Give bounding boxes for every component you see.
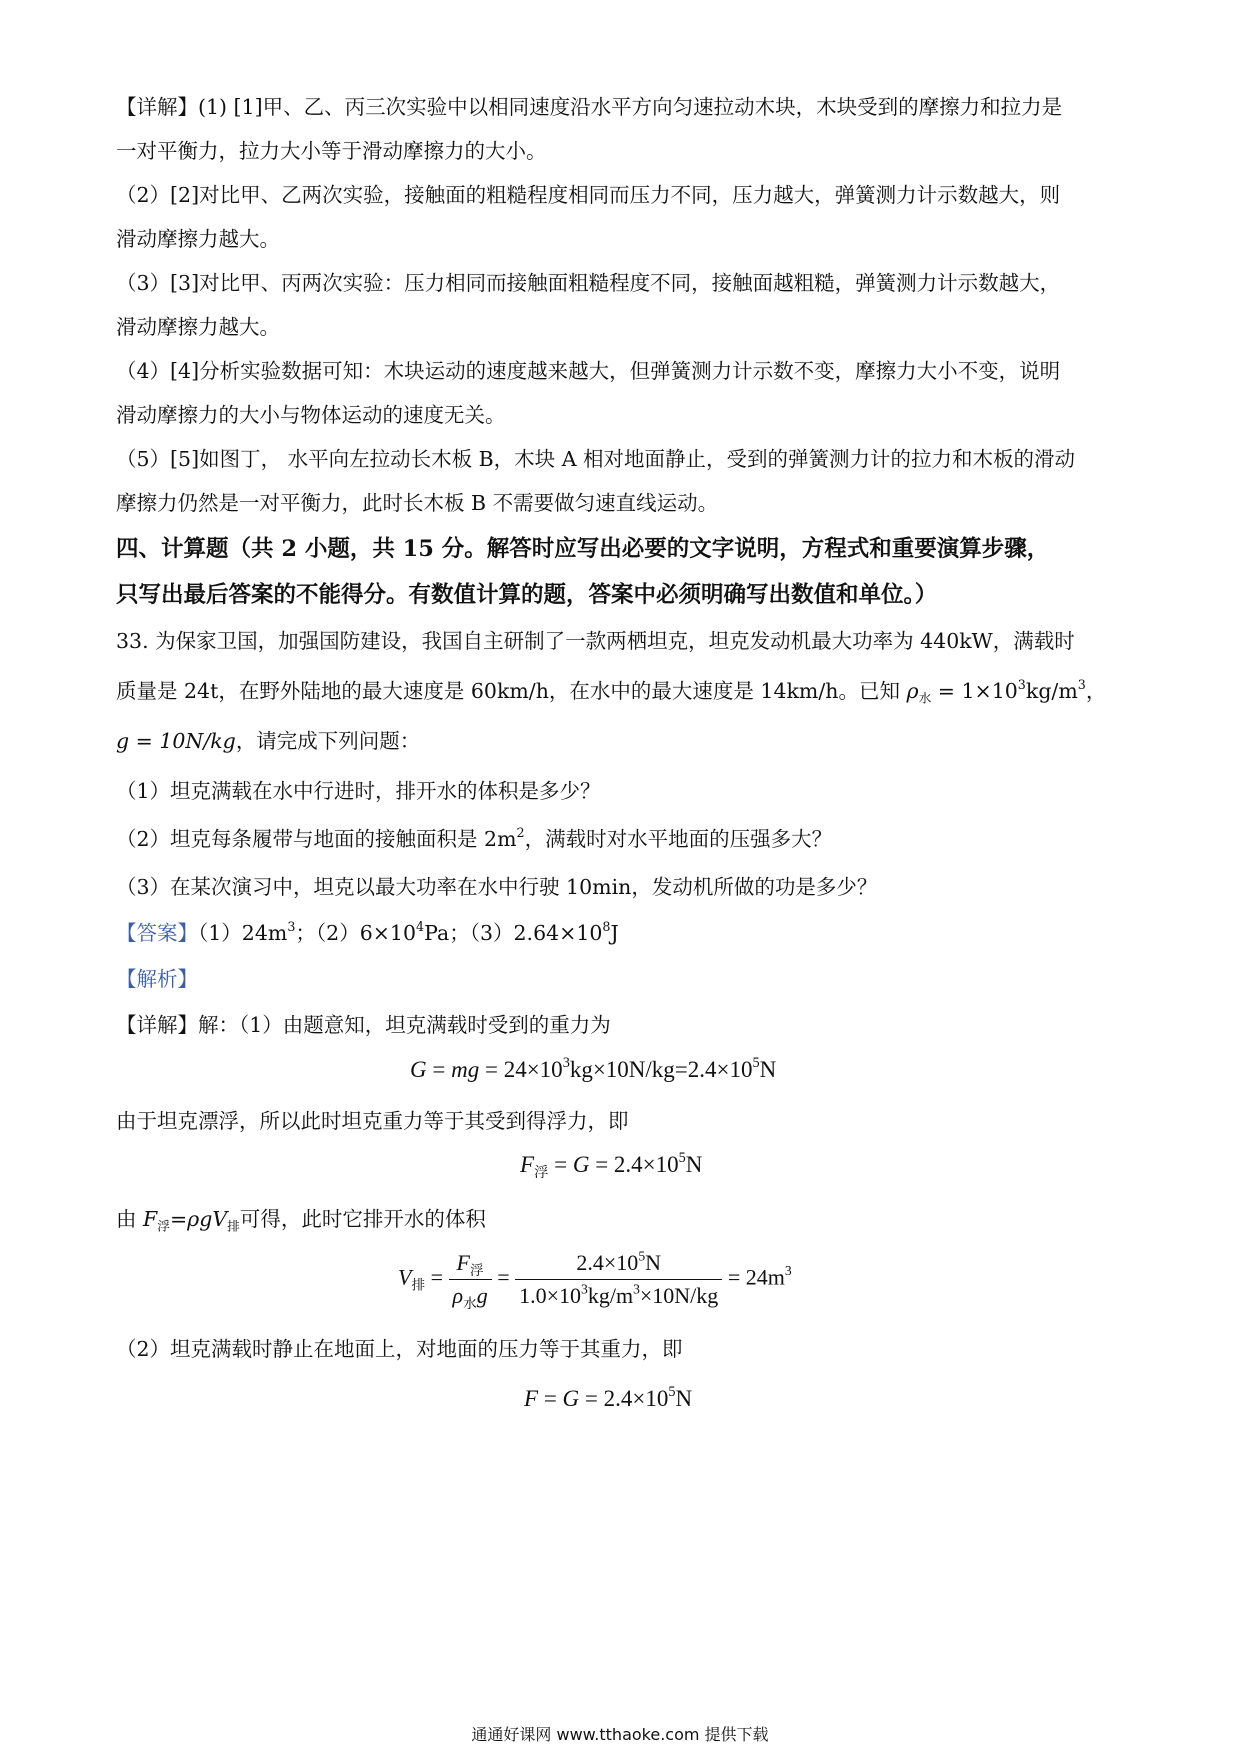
gravity-constant: g = 10N/kg [116,729,236,753]
equation-pressure-force: $F = G = 2.4\times 10^5N$ [524,1384,693,1411]
fraction-numeric: $\frac{2.4\times 10^5N}{1.0\times 10^3kg/m^3\times 10N/kg}$ [515,1250,722,1309]
detail-line-6: 滑动摩擦力越大。 [116,315,280,339]
detail-line-10: 摩擦力仍然是一对平衡力，此时长木板 B 不需要做匀速直线运动。 [116,491,719,515]
detail-line-3: （2）[2]对比甲、乙两次实验，接触面的粗糙程度相同而压力不同，压力越大，弹簧测力计示数越大，则 [116,183,1061,207]
question-part-3: （3）在某次演习中，坦克以最大功率在水中行驶 10min，发动机所做的功是多少？ [116,875,878,899]
answer-line: 【答案】$(1)24m^3$；$(2)6\times 10^4Pa$；$(3)2.64\times 10^8J$ [116,919,619,945]
question-33-line-3: g = 10N/kg，请完成下列问题： [116,729,421,753]
detail-line-9: （5）[5]如图丁， 水平向左拉动长木板 B，木块 A 相对地面静止，受到的弹簧测力计的拉力和木板的滑动 [116,447,1076,471]
solution-part-2-text: （2）坦克满载时静止在地面上，对地面的压力等于其重力，即 [116,1337,683,1361]
solution-buoyancy-text: 由于坦克漂浮，所以此时坦克重力等于其受到得浮力，即 [116,1109,629,1133]
section-heading-line-2: 只写出最后答案的不能得分。有数值计算的题，答案中必须明确写出数值和单位。） [116,582,938,608]
question-part-2: （2）坦克每条履带与地面的接触面积是 $2m^2$，满载时对水平地面的压强多大？ [116,825,833,851]
page-footer: 通通好课网 www.tthaoke.com 提供下载 [471,1725,769,1744]
detail-line-1: 【详解】(1) [1]甲、乙、丙三次实验中以相同速度沿水平方向匀速拉动木块，木块受到的摩擦力和拉力是 [116,95,1063,119]
detail-line-2: 一对平衡力，拉力大小等于滑动摩擦力的大小。 [116,139,547,163]
detail-line-5: （3）[3]对比甲、丙两次实验：压力相同而接触面粗糙程度不同，接触面越粗糙，弹簧测力计示数越大， [116,271,1061,295]
section-heading-line-1: 四、计算题（共 2 小题，共 15 分。解答时应写出必要的文字说明，方程式和重要演算步骤， [116,536,1050,562]
solution-intro: 【详解】解：（1）由题意知，坦克满载时受到的重力为 [116,1013,611,1037]
answer-label: 【答案】 [116,921,198,945]
analysis-label: 【解析】 [116,967,198,991]
question-33-line-1: 33. 为保家卫国，加强国防建设，我国自主研制了一款两栖坦克，坦克发动机最大功率为 440kW，满载时 [116,629,1075,653]
fraction-buoyancy-over-density: $\frac{F_浮}{\rho_水g}$ [449,1250,492,1309]
detail-line-8: 滑动摩擦力的大小与物体运动的速度无关。 [116,403,506,427]
detail-line-4: 滑动摩擦力越大。 [116,227,280,251]
solution-volume-text: 由 $F_浮=\rho gV_排$可得，此时它排开水的体积 [116,1207,486,1234]
detail-line-7: （4）[4]分析实验数据可知：木块运动的速度越来越大，但弹簧测力计示数不变，摩擦力大小不变，说明 [116,359,1061,383]
equation-buoyancy: $F_浮 = G = 2.4\times 10^5N$ [520,1150,703,1181]
question-33-line-2: 质量是 24t，在野外陆地的最大速度是 60km/h，在水中的最大速度是 14km/h。已知 $\rho_水 = 1\times 10^3kg/m^3$， [116,677,1107,706]
equation-gravity: G = mg = $24\times 10^3kg\times 10N/kg=2.4\times 10^5N$ [410,1055,777,1082]
question-part-1: （1）坦克满载在水中行进时，排开水的体积是多少？ [116,779,601,803]
equation-volume: $V_排$ = $\frac{F_浮}{\rho_水g}$ = $\frac{2.4\times 10^5N}{1.0\times 10^3kg/m^3\times 10N/kg}$ = $24m^3$ [398,1248,792,1311]
